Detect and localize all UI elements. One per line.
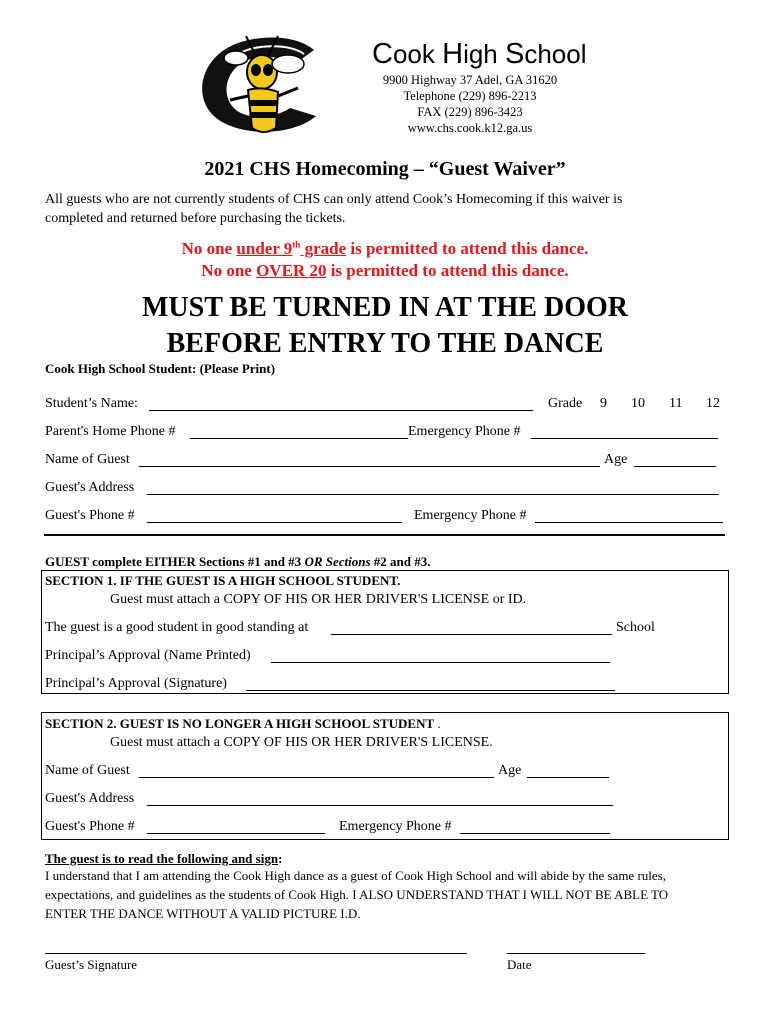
section1-attach-note: Guest must attach a COPY OF HIS OR HER DRIVER'S LICENSE or ID. [110, 592, 527, 607]
guest-phone-field[interactable] [147, 522, 402, 523]
guest-address-field[interactable] [147, 494, 719, 495]
guest-phone-label: Guest's Phone # [45, 508, 135, 523]
school-website: www.chs.cook.k12.ga.us [407, 121, 533, 135]
section1-heading: SECTION 1. IF THE GUEST IS A HIGH SCHOOL STUDENT. [45, 573, 401, 588]
section2-heading: SECTION 2. GUEST IS NO LONGER A HIGH SCHOOL STUDENT . [45, 716, 441, 731]
guest-name-field[interactable] [139, 466, 600, 467]
grade-option-11[interactable]: 11 [669, 396, 683, 411]
age-warning-line2: No one OVER 20 is permitted to attend this dance. [201, 261, 569, 280]
guest-name-label: Name of Guest [45, 452, 130, 467]
age-warning-line1: No one under 9th grade is permitted to attend this dance. [181, 239, 589, 258]
emergency-phone-field[interactable] [531, 438, 718, 439]
school-fax: FAX (229) 896-3423 [417, 105, 523, 119]
guest-signature-label: Guest’s Signature [45, 957, 138, 972]
agreement-text-line2: expectations, and guidelines as the students of Cook High. I ALSO UNDERSTAND THAT I WILL NOT BE ABLE TO [45, 887, 669, 902]
guest-signature-field[interactable] [45, 953, 467, 954]
school-address-block [370, 72, 570, 136]
grade-option-9[interactable]: 9 [600, 396, 607, 411]
agreement-text-line1: I understand that I am attending the Cook High dance as a guest of Cook High School and will abide by the same rules, [45, 868, 666, 883]
school-address: 9900 Highway 37 Adel, GA 31620 [382, 73, 558, 87]
section2-address-field[interactable] [147, 805, 613, 806]
principal-name-field[interactable] [271, 662, 610, 663]
agreement-text-line3: ENTER THE DANCE WITHOUT A VALID PICTURE I.D. [45, 906, 361, 921]
parent-phone-field[interactable] [190, 438, 408, 439]
principal-signature-field[interactable] [246, 690, 615, 691]
grade-option-12[interactable]: 12 [706, 396, 720, 411]
principal-signature-label: Principal’s Approval (Signature) [45, 676, 227, 691]
school-label: School [616, 620, 655, 635]
section2-phone-field[interactable] [147, 833, 325, 834]
school-telephone: Telephone (229) 896-2213 [403, 89, 537, 103]
guest-emergency-field[interactable] [535, 522, 723, 523]
good-standing-label: The guest is a good student in good standing at [45, 620, 309, 635]
school-logo-icon [186, 28, 336, 140]
guest-address-label: Guest's Address [45, 480, 135, 495]
section-divider [44, 534, 725, 536]
turn-in-notice: MUST BE TURNED IN AT THE DOOR BEFORE ENTRY TO THE DANCE [142, 292, 628, 359]
section2-phone-label: Guest's Phone # [45, 819, 135, 834]
guest-emergency-label: Emergency Phone # [414, 508, 527, 523]
section2-age-label: Age [498, 763, 522, 778]
grade-option-10[interactable]: 10 [631, 396, 645, 411]
guest-age-field[interactable] [634, 466, 716, 467]
good-standing-school-field[interactable] [331, 634, 612, 635]
section2-attach-note: Guest must attach a COPY OF HIS OR HER DRIVER'S LICENSE. [110, 735, 493, 750]
principal-name-label: Principal’s Approval (Name Printed) [45, 648, 251, 663]
guest-age-label: Age [604, 452, 628, 467]
school-name: Cook High School [372, 38, 587, 70]
guest-instructions: GUEST complete EITHER Sections #1 and #3 OR Sections #2 and #3. [45, 554, 431, 569]
section2-age-field[interactable] [527, 777, 609, 778]
section2-address-label: Guest's Address [45, 791, 135, 806]
student-section-heading: Cook High School Student: (Please Print) [45, 361, 276, 376]
date-label: Date [507, 957, 532, 972]
students-name-field[interactable] [149, 410, 533, 411]
parent-phone-label: Parent's Home Phone # [45, 424, 176, 439]
intro-text-line2: completed and returned before purchasing the tickets. [45, 211, 346, 226]
students-name-label: Student’s Name: [45, 396, 138, 411]
section2-emergency-label: Emergency Phone # [339, 819, 452, 834]
section2-guest-name-label: Name of Guest [45, 763, 130, 778]
page-title: 2021 CHS Homecoming – “Guest Waiver” [204, 158, 566, 180]
intro-text-line1: All guests who are not currently students of CHS can only attend Cook’s Homecoming if this waiver is [45, 192, 623, 207]
date-field[interactable] [507, 953, 645, 954]
grade-label: Grade [548, 396, 583, 411]
section2-guest-name-field[interactable] [139, 777, 494, 778]
section3-heading: The guest is to read the following and sign: [45, 851, 283, 866]
section2-emergency-field[interactable] [460, 833, 610, 834]
emergency-phone-label: Emergency Phone # [408, 424, 521, 439]
